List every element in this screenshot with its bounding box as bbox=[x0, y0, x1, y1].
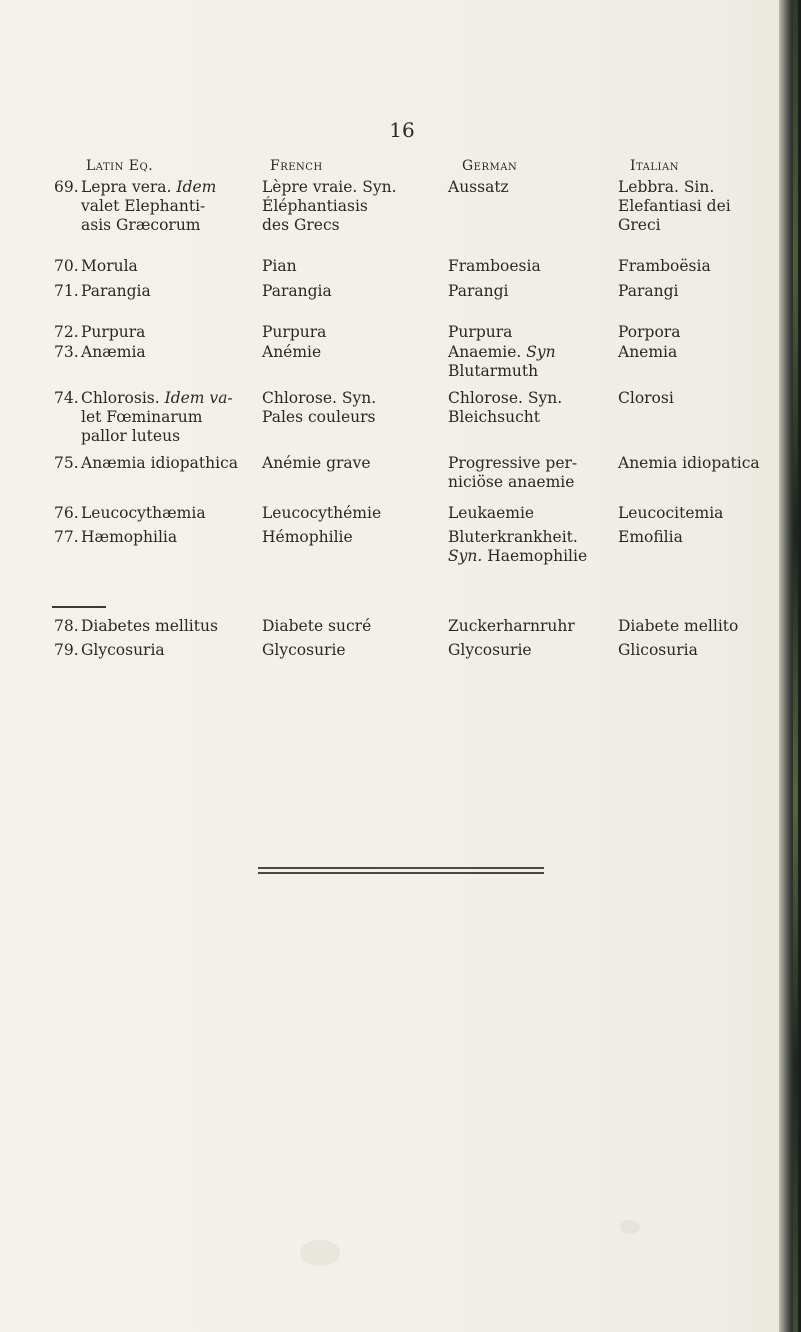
entry-latin-79: 79. Glycosuria bbox=[54, 641, 165, 659]
paper-stain bbox=[300, 1240, 340, 1266]
entry-italian-75: Anemia idiopatica bbox=[618, 454, 760, 472]
entry-latin-78: 78. Diabetes mellitus bbox=[54, 617, 218, 635]
entry-french-71: Parangia bbox=[262, 282, 332, 300]
column-header-latin: Latin Eq. bbox=[86, 158, 154, 174]
section-divider bbox=[52, 606, 106, 608]
entry-french-74: Chlorose. Syn. Pales couleurs bbox=[262, 389, 377, 426]
entry-italian-69: Lebbra. Sin. Elefantiasi dei Greci bbox=[618, 178, 731, 234]
entry-french-75: Anémie grave bbox=[262, 454, 371, 472]
entry-german-74: Chlorose. Syn. Bleichsucht bbox=[448, 389, 563, 426]
entry-latin-73: 73. Anæmia bbox=[54, 343, 146, 361]
entry-german-78: Zuckerharnruhr bbox=[448, 617, 575, 635]
entry-german-73: Anaemie. Syn Blutarmuth bbox=[448, 343, 556, 380]
book-binding-edge bbox=[779, 0, 801, 1332]
italic-fragment: Idem bbox=[176, 178, 217, 196]
entry-italian-73: Anemia bbox=[618, 343, 678, 361]
entry-french-72: Purpura bbox=[262, 323, 327, 341]
entry-german-72: Purpura bbox=[448, 323, 513, 341]
entry-italian-70: Framboësia bbox=[618, 257, 711, 275]
entry-german-76: Leukaemie bbox=[448, 504, 535, 522]
page-number: 16 bbox=[389, 118, 415, 142]
entry-italian-72: Porpora bbox=[618, 323, 681, 341]
entry-latin-76: 76. Leucocythæmia bbox=[54, 504, 206, 522]
entry-italian-79: Glicosuria bbox=[618, 641, 698, 659]
entry-german-69: Aussatz bbox=[448, 178, 509, 196]
entry-german-77: Bluterkrankheit. Syn. Haemophilie bbox=[448, 528, 588, 565]
entry-latin-70: 70. Morula bbox=[54, 257, 138, 275]
entry-german-79: Glycosurie bbox=[448, 641, 532, 659]
entry-latin-74: 74. Chlorosis. Idem va- let Fœminarum pallor luteus bbox=[54, 389, 233, 445]
entry-latin-75: 75. Anæmia idiopathica bbox=[54, 454, 238, 472]
paper-stain bbox=[620, 1220, 640, 1234]
entry-italian-71: Parangi bbox=[618, 282, 679, 300]
end-rule bbox=[258, 867, 544, 869]
entry-french-69: Lèpre vraie. Syn. Éléphantiasis des Grecs bbox=[262, 178, 397, 234]
entry-italian-77: Emofilia bbox=[618, 528, 683, 546]
entry-latin-69: 69. Lepra vera. Idem valet Elephanti- asis Græcorum bbox=[54, 178, 217, 234]
entry-german-71: Parangi bbox=[448, 282, 509, 300]
entry-german-70: Framboesia bbox=[448, 257, 541, 275]
column-header-german: German bbox=[462, 158, 518, 174]
entry-german-75: Progressive per- niciöse anaemie bbox=[448, 454, 578, 491]
end-rule bbox=[258, 872, 544, 874]
column-header-french: French bbox=[270, 158, 323, 174]
column-header-italian: Italian bbox=[630, 158, 679, 174]
entry-latin-71: 71. Parangia bbox=[54, 282, 151, 300]
entry-italian-76: Leucocitemia bbox=[618, 504, 724, 522]
entry-french-77: Hémophilie bbox=[262, 528, 353, 546]
italic-fragment: Idem va- bbox=[164, 389, 233, 407]
entry-french-78: Diabete sucré bbox=[262, 617, 372, 635]
italic-fragment: Syn bbox=[526, 343, 556, 361]
entry-latin-72: 72. Purpura bbox=[54, 323, 146, 341]
entry-french-73: Anémie bbox=[262, 343, 322, 361]
entry-latin-77: 77. Hæmophilia bbox=[54, 528, 178, 546]
entry-french-79: Glycosurie bbox=[262, 641, 346, 659]
entry-french-76: Leucocythémie bbox=[262, 504, 382, 522]
entry-french-70: Pian bbox=[262, 257, 297, 275]
entry-italian-78: Diabete mellito bbox=[618, 617, 739, 635]
entry-italian-74: Clorosi bbox=[618, 389, 674, 407]
